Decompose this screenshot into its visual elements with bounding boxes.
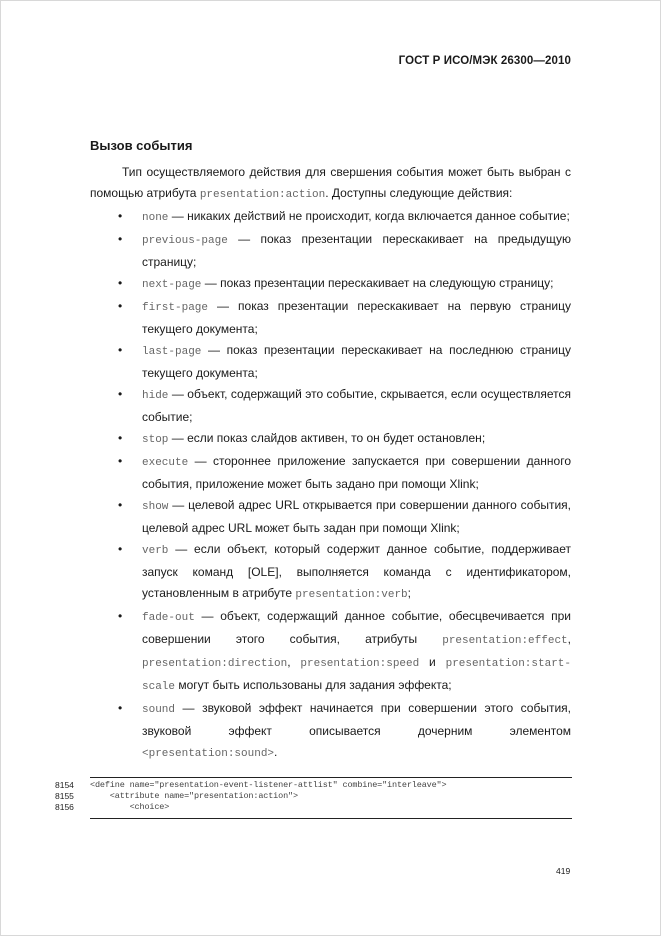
- bullet: •: [118, 431, 123, 445]
- fade-attr-speed: presentation:speed: [300, 658, 420, 670]
- action-description: — объект, содержащий данное событие, обесцвечивается при совершении этого события, атрибуты: [142, 609, 571, 646]
- intro-paragraph: [90, 162, 571, 206]
- fade-attr-direction: presentation:direction: [142, 658, 288, 670]
- intro-text-after: . Доступны следующие действия:: [325, 186, 513, 200]
- list-item-fade-out: [90, 606, 571, 698]
- action-description: — звуковой эффект начинается при совершении этого события, звуковой эффект описывается дочерним элементом: [142, 701, 571, 738]
- bullet: •: [118, 609, 123, 623]
- page-number: 419: [556, 866, 571, 876]
- action-code: none: [142, 212, 169, 224]
- list-item-stop: [90, 428, 571, 451]
- fade-sep: ,: [567, 632, 571, 646]
- list-item-next-page: [90, 273, 571, 296]
- bullet: •: [118, 232, 123, 246]
- fade-sep: и: [419, 655, 446, 669]
- list-item-last-page: [90, 340, 571, 384]
- fade-attr-start-scale: presentation:start-scale: [142, 658, 572, 693]
- code-line: <define name="presentation-event-listener-attlist" combine="interleave">: [90, 780, 447, 790]
- action-code: last-page: [142, 346, 202, 358]
- list-item-hide: [90, 384, 571, 428]
- intro-code: presentation:action: [199, 189, 326, 201]
- list-item-execute: [90, 451, 571, 495]
- bullet: •: [118, 454, 123, 468]
- fade-sep: ,: [287, 655, 301, 669]
- body-text: [90, 162, 571, 765]
- section-title: Вызов события: [90, 138, 193, 153]
- action-code: fade-out: [142, 612, 195, 624]
- line-number: 8154: [55, 780, 74, 790]
- action-list: [90, 206, 571, 765]
- code-listing: [90, 777, 572, 819]
- bullet: •: [118, 209, 123, 223]
- document-header: ГОСТ Р ИСО/МЭК 26300—2010: [398, 55, 571, 67]
- action-description: — если объект, который содержит данное событие, поддерживает запуск команд [OLE], выполняется команда с идентификатором, установленным в атрибуте: [142, 542, 571, 600]
- action-code: previous-page: [142, 235, 228, 247]
- code-line: <choice>: [90, 802, 170, 812]
- action-description: — никаких действий не происходит, когда включается данное событие;: [168, 209, 570, 223]
- action-code: sound: [142, 704, 176, 716]
- action-description: — если показ слайдов активен, то он будет остановлен;: [168, 431, 486, 445]
- bullet: •: [118, 276, 123, 290]
- action-code: first-page: [142, 302, 209, 314]
- bullet: •: [118, 701, 123, 715]
- list-item-verb: [90, 539, 571, 606]
- action-code: next-page: [142, 279, 202, 291]
- fade-attr-effect: presentation:effect: [442, 635, 568, 647]
- action-code: verb: [142, 545, 169, 557]
- list-item-none: [90, 206, 571, 229]
- action-code: hide: [142, 390, 169, 402]
- list-item-first-page: [90, 296, 571, 340]
- code-line: <attribute name="presentation:action">: [90, 791, 298, 801]
- action-description: — показ презентации перескакивает на последнюю страницу текущего документа;: [142, 343, 571, 380]
- list-item-sound: [90, 698, 571, 765]
- code-line-numbers: [55, 780, 74, 813]
- verb-attribute-code: presentation:verb: [295, 589, 408, 601]
- sound-end: .: [274, 745, 278, 759]
- action-description: — целевой адрес URL открывается при совершении данного события, целевой адрес URL может быть задан при помощи Xlink;: [142, 498, 571, 535]
- action-code: show: [142, 501, 169, 513]
- list-item-show: [90, 495, 571, 539]
- action-description: — объект, содержащий это событие, скрывается, если осуществляется событие;: [142, 387, 571, 424]
- intro-text-before: Тип осуществляемого действия для свершения события может быть выбран с помощью атрибута: [90, 165, 571, 200]
- bullet: •: [118, 299, 123, 313]
- fade-end: могут быть использованы для задания эффекта;: [175, 678, 452, 692]
- verb-end: ;: [407, 586, 411, 600]
- action-code: execute: [142, 457, 189, 469]
- action-description: — показ презентации перескакивает на первую страницу текущего документа;: [142, 299, 571, 336]
- bullet: •: [118, 498, 123, 512]
- action-description: — показ презентации перескакивает на следующую страницу;: [201, 276, 554, 290]
- list-item-previous-page: [90, 229, 571, 273]
- action-description: — показ презентации перескакивает на предыдущую страницу;: [142, 232, 571, 269]
- line-number: 8155: [55, 791, 74, 801]
- action-code: stop: [142, 434, 169, 446]
- bullet: •: [118, 542, 123, 556]
- bullet: •: [118, 343, 123, 357]
- bullet: •: [118, 387, 123, 401]
- sound-element-code: <presentation:sound>: [142, 748, 275, 760]
- line-number: 8156: [55, 802, 74, 812]
- action-description: — стороннее приложение запускается при совершении данного события, приложение может быть задано при помощи Xlink;: [142, 454, 571, 491]
